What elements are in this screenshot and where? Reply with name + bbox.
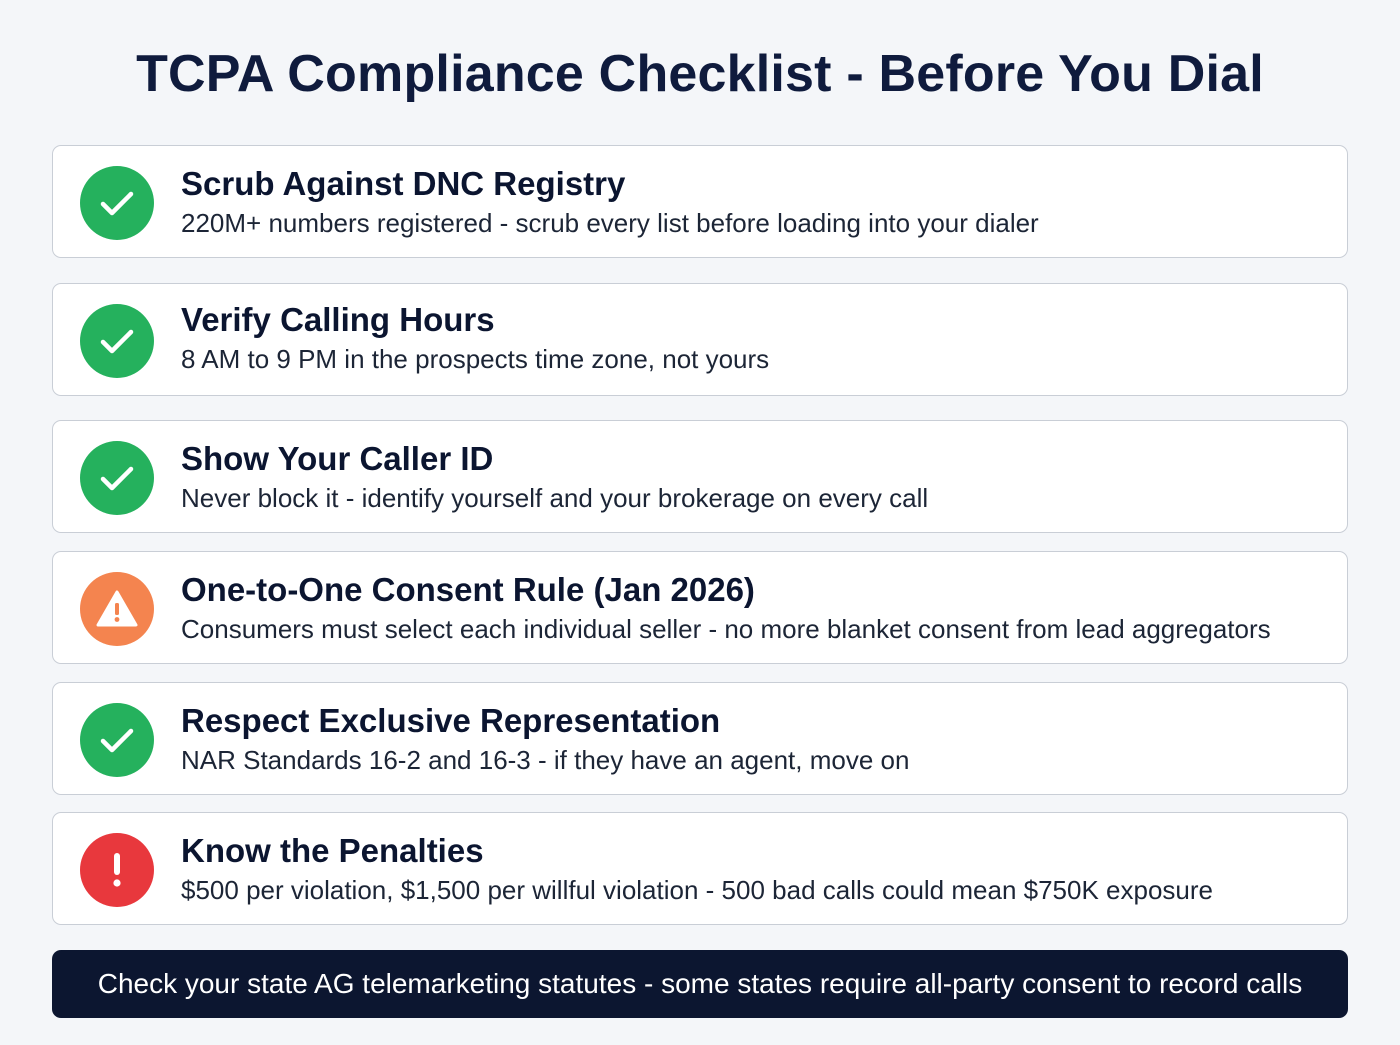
item-heading: Verify Calling Hours (181, 301, 495, 338)
checklist-item-dnc-registry (52, 145, 1348, 258)
item-heading: Respect Exclusive Representation (181, 702, 721, 739)
item-description: 220M+ numbers registered - scrub every list before loading into your dialer (181, 208, 1039, 238)
warning-triangle-icon (80, 572, 154, 646)
checklist-item-penalties (52, 812, 1348, 925)
item-description: Never block it - identify yourself and your brokerage on every call (181, 483, 929, 513)
item-heading: Show Your Caller ID (181, 440, 494, 477)
page-title: TCPA Compliance Checklist - Before You Dial (136, 45, 1264, 103)
footer-note-banner: Check your state AG telemarketing statutes - some states require all-party consent to record calls (52, 950, 1348, 1018)
item-description: $500 per violation, $1,500 per willful violation - 500 bad calls could mean $750K exposure (181, 875, 1213, 905)
check-icon (80, 441, 154, 515)
item-heading: Know the Penalties (181, 832, 484, 869)
checklist-item-exclusive-representation (52, 682, 1348, 795)
check-icon (80, 703, 154, 777)
item-description: 8 AM to 9 PM in the prospects time zone, not yours (181, 344, 770, 374)
checklist-item-one-to-one-consent (52, 551, 1348, 664)
item-description: Consumers must select each individual seller - no more blanket consent from lead aggregators (181, 614, 1271, 644)
check-icon (80, 166, 154, 240)
item-description: NAR Standards 16-2 and 16-3 - if they have an agent, move on (181, 745, 910, 775)
checklist-item-calling-hours (52, 283, 1348, 396)
item-heading: Scrub Against DNC Registry (181, 165, 626, 202)
checklist-item-caller-id (52, 420, 1348, 533)
item-heading: One-to-One Consent Rule (Jan 2026) (181, 571, 755, 608)
exclamation-icon (80, 833, 154, 907)
check-icon (80, 304, 154, 378)
